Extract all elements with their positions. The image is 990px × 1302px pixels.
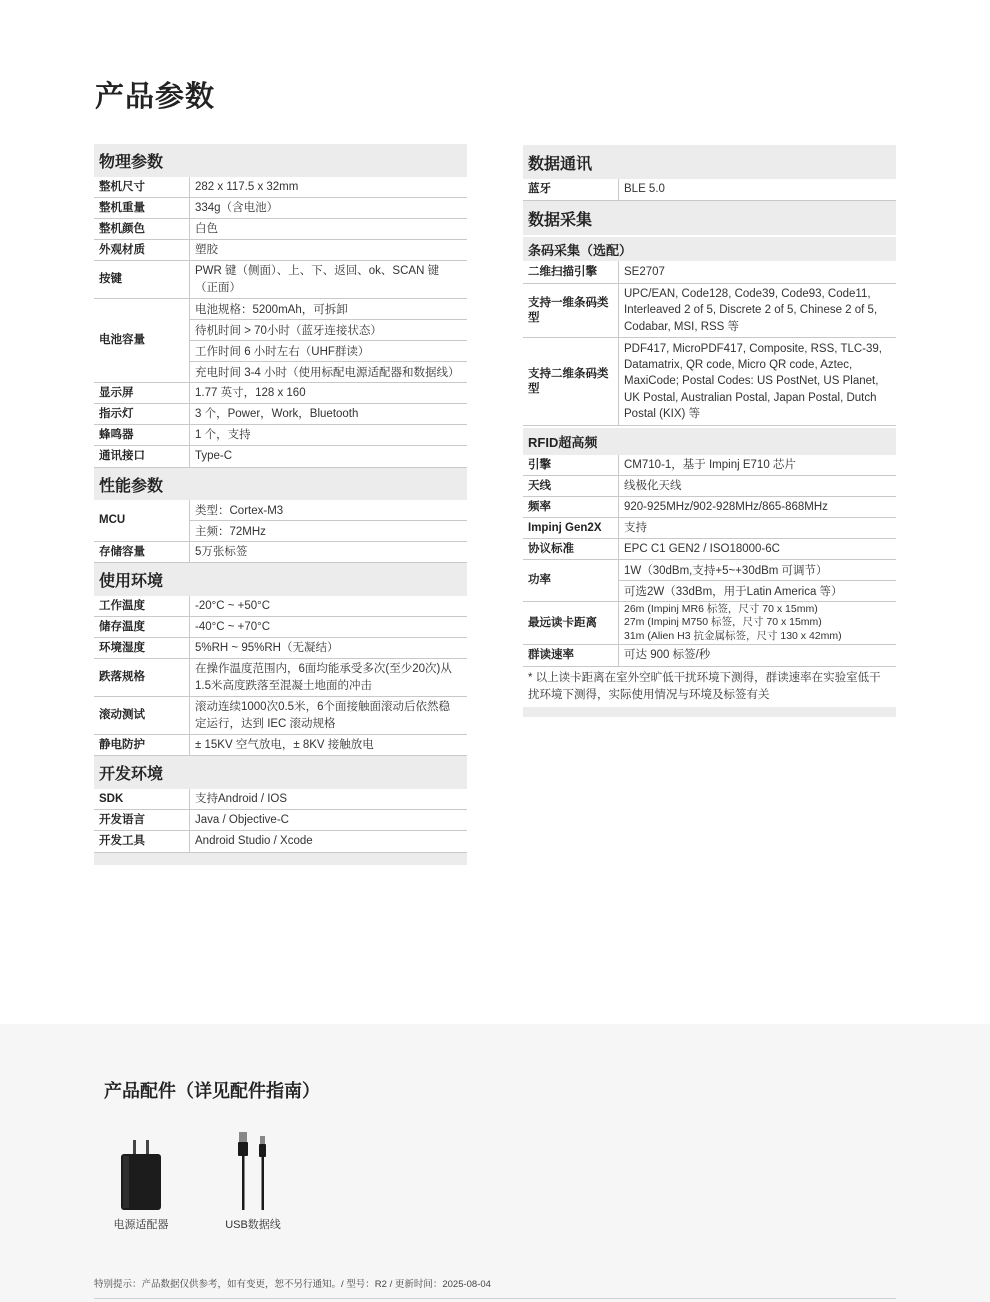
spec-key: 天线 — [523, 476, 619, 496]
spec-value: 线极化天线 — [624, 479, 682, 492]
barcode-subsection-header: 条码采集（选配） — [523, 235, 896, 261]
spec-value: SE2707 — [624, 265, 665, 278]
spec-value: 26m (Impinj MR6 标签，尺寸 70 x 15mm) — [624, 603, 818, 616]
spec-value: UPC/EAN, Code128, Code39, Code93, Code11, Interleaved 2 of 5, Discrete 2 of 5, Chinese 2 of 5, Codabar, MSI, RSS 等 — [624, 288, 878, 333]
datacomm-section-header: 数据通讯 — [523, 145, 896, 179]
mcu-row — [94, 500, 467, 542]
table-row — [94, 425, 467, 446]
spec-value: 待机时间 > 70小时（蓝牙连接状态） — [190, 320, 467, 341]
accessory-item — [208, 1130, 298, 1232]
spec-value: 1 个，支持 — [195, 428, 251, 441]
spec-value: CM710-1，基于 Impinj E710 芯片 — [624, 458, 796, 471]
table-row — [94, 831, 467, 853]
accessory-label: 电源适配器 — [113, 1219, 169, 1231]
spec-key: 群读速率 — [523, 645, 619, 666]
table-row — [94, 638, 467, 659]
right-spec-column — [523, 145, 896, 717]
usb-cable-icon — [208, 1130, 298, 1210]
spec-value: 282 x 117.5 x 32mm — [195, 180, 299, 193]
spec-key: 整机颜色 — [94, 219, 190, 239]
spec-key: 频率 — [523, 497, 619, 517]
table-row — [94, 446, 467, 468]
table-footer-bar — [523, 707, 896, 717]
spec-key: MCU — [94, 500, 190, 541]
spec-value: 31m (Alien H3 抗金属标签，尺寸 130 x 42mm) — [624, 629, 842, 642]
spec-value: 滚动连续1000次0.5米，6个面接触面滚动后依然稳定运行，达到 IEC 滚动规格 — [195, 701, 450, 730]
battery-row — [94, 299, 467, 383]
spec-value: Java / Objective-C — [195, 813, 289, 826]
power-row — [523, 560, 896, 602]
table-row — [523, 539, 896, 560]
physical-section-header: 物理参数 — [94, 144, 467, 177]
footnote-text: * 以上读卡距离在室外空旷低干扰环境下测得，群读速率在实验室低干扰环境下测得，实际使用情况与环境及标签有关 — [528, 672, 881, 701]
spec-key: 支持一维条码类型 — [523, 284, 619, 337]
table-row — [523, 476, 896, 497]
table-row — [94, 735, 467, 756]
performance-section-header: 性能参数 — [94, 468, 467, 500]
page-title: 产品参数 — [95, 81, 216, 113]
development-section-header: 开发环境 — [94, 756, 467, 789]
spec-value: 5%RH ~ 95%RH（无凝结） — [195, 641, 339, 654]
table-row — [523, 261, 896, 284]
spec-value: Android Studio / Xcode — [195, 835, 313, 848]
left-spec-column — [94, 144, 467, 865]
spec-key: 滚动测试 — [94, 697, 190, 734]
spec-key: 工作温度 — [94, 596, 190, 616]
accessories-section — [0, 1024, 990, 1302]
spec-value: 支持Android / IOS — [195, 792, 288, 805]
spec-value: 主频：72MHz — [195, 526, 266, 538]
spec-value: 5万张标签 — [195, 545, 248, 558]
spec-key: 协议标准 — [523, 539, 619, 559]
table-row — [523, 497, 896, 518]
spec-key: 电池容量 — [94, 299, 190, 382]
table-row — [94, 383, 467, 404]
spec-value: 1.77 英寸，128 x 160 — [195, 386, 306, 399]
spec-key: 指示灯 — [94, 404, 190, 424]
table-footer-bar — [94, 853, 467, 865]
spec-value: 可达 900 标签/秒 — [624, 649, 711, 662]
table-row — [94, 789, 467, 810]
table-row — [523, 338, 896, 426]
spec-value: 电池规格：5200mAh，可拆卸 — [190, 299, 467, 320]
spec-key: 存储容量 — [94, 542, 190, 562]
table-row — [94, 596, 467, 617]
spec-value: -20°C ~ +50°C — [195, 599, 271, 612]
spec-key: 按键 — [94, 261, 190, 298]
spec-value: PDF417, MicroPDF417, Composite, RSS, TLC-39, Datamatrix, QR code, Micro QR code, Aztec, MaxiCode; Postal Codes: US PostNet, US Planet, UK Postal, Australian Postal, Japan Postal, Dutch Postal (KIX) 等 — [624, 343, 882, 420]
spec-value: 充电时间 3-4 小时（使用标配电源适配器和数据线） — [195, 367, 460, 379]
power-adapter-icon — [96, 1130, 186, 1210]
spec-value: 3 个，Power，Work，Bluetooth — [195, 407, 359, 420]
table-row — [94, 219, 467, 240]
spec-value: 工作时间 6 小时左右（UHF群读） — [190, 341, 467, 362]
distance-row — [523, 602, 896, 645]
spec-key: 储存温度 — [94, 617, 190, 637]
accessory-item — [96, 1130, 186, 1232]
spec-key: 蜂鸣器 — [94, 425, 190, 445]
table-row — [523, 179, 896, 201]
spec-key: 蓝牙 — [523, 179, 619, 200]
spec-key: 通讯接口 — [94, 446, 190, 467]
spec-value: 334g（含电池） — [195, 201, 279, 214]
spec-key: 最远读卡距离 — [523, 602, 619, 644]
accessory-label: USB数据线 — [225, 1219, 281, 1231]
spec-key: SDK — [94, 789, 190, 809]
environment-section-header: 使用环境 — [94, 563, 467, 596]
spec-value: 类型：Cortex-M3 — [190, 500, 467, 521]
table-row — [94, 810, 467, 831]
spec-key: 显示屏 — [94, 383, 190, 403]
table-row — [523, 284, 896, 338]
spec-key: 支持二维条码类型 — [523, 338, 619, 425]
spec-value: EPC C1 GEN2 / ISO18000-6C — [624, 542, 780, 555]
spec-value: BLE 5.0 — [624, 183, 665, 196]
spec-key: 开发工具 — [94, 831, 190, 852]
footer-divider — [94, 1298, 896, 1299]
spec-key: 整机重量 — [94, 198, 190, 218]
spec-value: 支持 — [624, 521, 647, 534]
table-row — [94, 697, 467, 735]
spec-key: 静电防护 — [94, 735, 190, 755]
table-row — [94, 404, 467, 425]
spec-key: 环境湿度 — [94, 638, 190, 658]
spec-value: Type-C — [195, 450, 233, 463]
table-row — [94, 177, 467, 198]
table-row — [94, 198, 467, 219]
table-row — [523, 518, 896, 539]
table-row — [94, 659, 467, 697]
spec-value: 白色 — [195, 222, 218, 235]
datacollect-section-header: 数据采集 — [523, 201, 896, 235]
spec-key: 开发语言 — [94, 810, 190, 830]
spec-value: 在操作温度范围内，6面均能承受多次(至少20次)从1.5米高度跌落至混凝土地面的冲击 — [195, 663, 452, 692]
spec-key: 外观材质 — [94, 240, 190, 260]
spec-value: 27m (Impinj M750 标签，尺寸 70 x 15mm) — [624, 616, 822, 629]
spec-value: 塑胶 — [195, 243, 218, 256]
table-row — [523, 645, 896, 667]
rfid-subsection-header: RFID超高频 — [523, 426, 896, 455]
spec-key: 整机尺寸 — [94, 177, 190, 197]
spec-value: -40°C ~ +70°C — [195, 620, 271, 633]
spec-key: 跌落规格 — [94, 659, 190, 696]
table-row — [94, 261, 467, 299]
spec-value: 可选2W（33dBm，用于Latin America 等） — [624, 586, 843, 598]
accessories-title: 产品配件（详见配件指南） — [104, 1081, 320, 1101]
footer-notice: 特别提示：产品数据仅供参考，如有变更，恕不另行通知。/ 型号：R2 / 更新时间：2025-08-04 — [94, 1279, 491, 1290]
spec-value: PWR 键（侧面）、上、下、返回、ok、SCAN 键（正面） — [195, 265, 440, 294]
table-row — [94, 240, 467, 261]
spec-key: Impinj Gen2X — [523, 518, 619, 538]
spec-value: ± 15KV 空气放电，± 8KV 接触放电 — [195, 738, 374, 751]
spec-key: 引擎 — [523, 455, 619, 475]
spec-value: 1W（30dBm,支持+5~+30dBm 可调节） — [619, 560, 896, 581]
table-row — [523, 455, 896, 476]
table-row — [94, 542, 467, 563]
table-row — [94, 617, 467, 638]
spec-key: 二维扫描引擎 — [523, 261, 619, 283]
spec-value: 920-925MHz/902-928MHz/865-868MHz — [624, 500, 828, 513]
spec-key: 功率 — [523, 560, 619, 601]
